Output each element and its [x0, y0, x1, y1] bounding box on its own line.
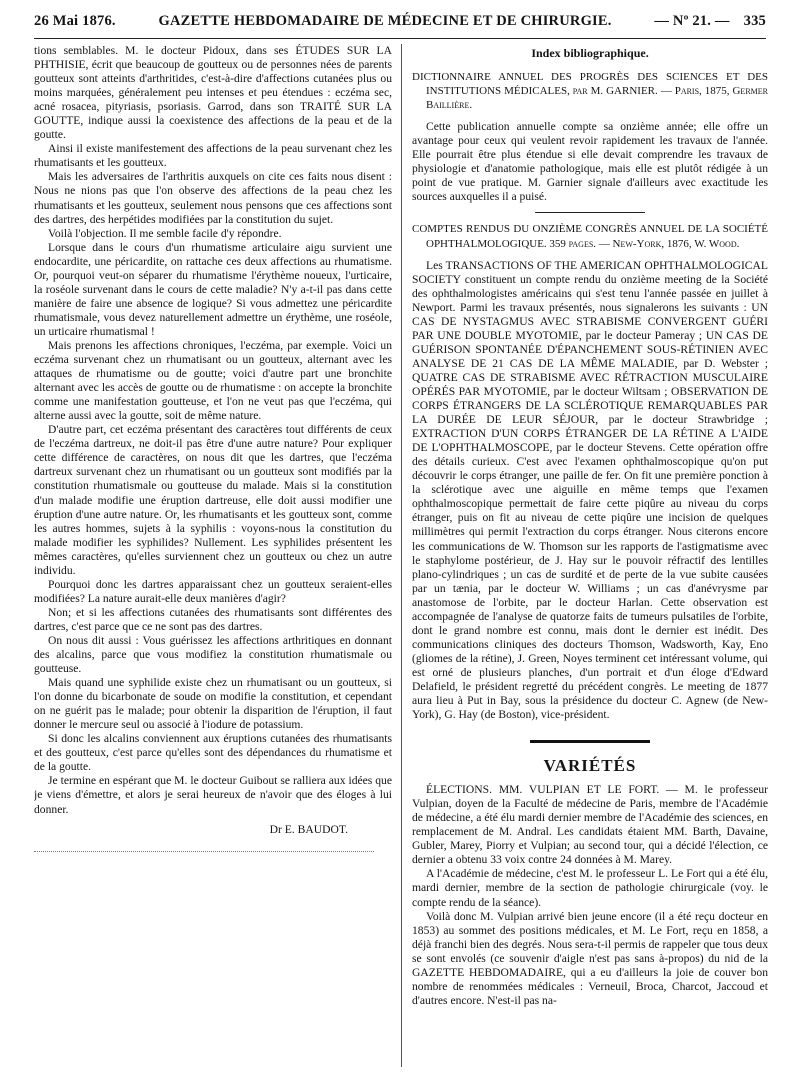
varietes-paragraph: Voilà donc M. Vulpian arrivé bien jeune encore (il a été reçu docteur en 1853) au sommet des positions médicales, et M. Le Fort, reçu en 1858, a déjà franchi bien des degrés. Nous sera-t-il permis de rappeler que tous deux se sont envolés (ce souvenir d'aigle n'est pas sans à-propos) du nid de la GAZETTE HEBDOMADAIRE, qui a eu d'ailleurs la joie de couver bon nombre de renommées médicales : Verneuil, Broca, Charcot, Jaccoud et d'autres encore. N'est-il pas na-	[412, 909, 768, 1007]
left-paragraph: Non; et si les affections cutanées des rhumatisants sont différentes des dartres, c'est parce que ce ne sont pas des dartres.	[34, 605, 392, 633]
left-paragraph: Si donc les alcalins conviennent aux éruptions cutanées des rhumatisants et des goutteux, c'est parce qu'elles sont des dépendances du rhumatisme et de la goutte.	[34, 732, 392, 774]
header-issue: — Nº 21. —	[654, 12, 730, 29]
bibliography-review: Cette publication annuelle compte sa onzième année; elle offre un avantage pour ceux qui veulent revoir rapidement les travaux de l'année. Elle pourrait être plus étendue si elle devait comprendre les travaux de physiologie et d'anatomie pathologique, mais elle est plutôt rédigée à un point de vue pratique. M. Garnier signale d'ailleurs avec exactitude les sources auxquelles il a puisé.	[412, 120, 768, 204]
left-paragraph: Mais prenons les affections chroniques, l'eczéma, par exemple. Voici un eczéma survenant chez un rhumatisant ou un goutteux, alternant avec les attaques de rhumatisme ou de goutte; voici d'autre part une bronchite alternant avec les accès de goutte ou de rhumatisme : on accepte la bronchite comme une manifestation goutteuse, et l'on ne veut pas que l'eczéma, qui alterne aussi avec la goutte, soit de même nature.	[34, 338, 392, 423]
page-header	[34, 4, 766, 39]
left-paragraph: Mais quand une syphilide existe chez un rhumatisant ou un goutteux, si l'on donne du bicarbonate de soude on modifie la constitution, et cependant on ne guérit pas le malade; pour obtenir la disparition de l'éruption, il faut donner le mercure seul ou associé à l'iodure de potassium.	[34, 676, 392, 732]
section-divider	[530, 740, 650, 743]
short-divider	[535, 212, 645, 213]
left-paragraph: Pourquoi donc les dartres apparaissant chez un goutteux seraient-elles modifiées? La nature aurait-elle deux manières d'agir?	[34, 577, 392, 605]
left-paragraph: D'autre part, cet eczéma présentant des caractères tout différents de ceux de l'eczéma dartreux, ne doit-il pas être d'une autre nature? Pour expliquer cette différence de caractères, on nous dit que les dartres, que l'eczéma dartreux survenant chez un rhumatisant ou un goutteux sont modifiés par la constitution rhumatismale ou goutteuse du malade. Mais si la constitution d'un malade modifie une éruption dartreuse, elle doit aussi modifier une éruption d'une autre nature. Or, les rhumatisants et les goutteux sont, comme les autres hommes, sujets à la syphilis : voyons-nous la constitution du malade modifier les syphilides? Nullement. Les syphilides présentent les mêmes caractères, qu'elles surviennent chez un goutteux ou chez un autre individu.	[34, 423, 392, 577]
header-title: GAZETTE HEBDOMADAIRE DE MÉDECINE ET DE CHIRURGIE.	[158, 12, 612, 29]
bottom-dotted-rule	[34, 851, 374, 852]
varietes-title: VARIÉTÉS	[543, 756, 637, 776]
author-signature: Dr E. BAUDOT.	[269, 822, 348, 836]
left-paragraph: On nous dit aussi : Vous guérissez les affections arthritiques en donnant des alcalins, parce que vous modifiez la constitution rhumatismale ou goutteuse.	[34, 633, 392, 676]
header-right	[654, 13, 766, 30]
bibliography-reference: COMPTES RENDUS DU ONZIÈME CONGRÈS ANNUEL DE LA SOCIÉTÉ OPHTHALMOLOGIQUE. 359 pages. — New-York, 1876, W. Wood.	[412, 223, 768, 250]
left-paragraph: tions semblables. M. le docteur Pidoux, dans ses ÉTUDES SUR LA PHTHISIE, écrit que beaucoup de goutteux ou de personnes nées de parents goutteux sont atteints d'arthritides, c'est-à-dire d'affections cutanées plus ou moins marquées, généralement peu intenses et peu étendues : eczéma sec, acné rosacea, pityriasis, psoriasis. Garrod, dans son TRAITÉ SUR LA GOUTTE, indique aussi la coexistence des affections de la peau et de la goutte.	[34, 44, 392, 142]
left-paragraph: Voilà l'objection. Il me semble facile d'y répondre.	[48, 226, 282, 240]
column-divider	[401, 44, 402, 1067]
left-paragraph: Lorsque dans le cours d'un rhumatisme articulaire aigu survient une endocardite, une péricardite, on rattache ces deux affections au rhumatisme. Or, pourquoi veut-on séparer du rhumatisme l'érythème noueux, l'urticaire, la roséole survenant dans le cours de cette maladie? N'y a-t-il pas dans cette manière de faire une absence de logique? Si vous admettez une péricardite rhumatismale, vous devez naturellement admettre un érythème, une roséole, un urticaire rhumatismal !	[34, 240, 392, 338]
bibliography-reference: DICTIONNAIRE ANNUEL DES PROGRÈS DES SCIENCES ET DES INSTITUTIONS MÉDICALES, par M. GARNIER. — Paris, 1875, Germer Baillière.	[412, 71, 768, 112]
left-paragraph: Mais les adversaires de l'arthritis auxquels on cite ces faits nous disent : Nous ne nions pas que l'on observe des affections de la peau chez les rhumatisants et les goutteux, seulement nous pensons que ces affections sont des dartres, des herpétides modifiées par la constitution du sujet.	[34, 170, 392, 226]
varietes-paragraph: ÉLECTIONS. MM. VULPIAN ET LE FORT. — M. le professeur Vulpian, doyen de la Faculté de médecine de Paris, membre de l'Académie de médecine, a été élu mardi dernier membre de l'Académie des sciences, en remplacement de M. Andral. Les candidats étaient MM. Barth, Davaine, Gubler, Marey, Piorry et Vulpian; au second tour, qui a décidé l'élection, ce dernier a obtenu 33 voix contre 24 données à M. Marey.	[412, 783, 768, 867]
left-paragraph: Ainsi il existe manifestement des affections de la peau survenant chez les rhumatisants et les goutteux.	[34, 142, 392, 170]
left-column	[34, 44, 392, 1077]
right-column	[412, 44, 768, 1077]
header-page-number: 335	[743, 12, 766, 29]
bibliography-review: Les TRANSACTIONS OF THE AMERICAN OPHTHALMOLOGICAL SOCIETY constituent un compte rendu du onzième meeting de la Société des ophthalmologistes américains qui s'est tenu l'année passée en juillet à Newport. Parmi les travaux présentés, nous signalerons les suivants : UN CAS DE NYSTAGMUS AVEC STRABISME CONVERGENT GUÉRI PAR UNE DOUBLE MYOTOMIE, par le docteur Pameray ; UN CAS DE GUÉRISON SPONTANÉE D'ÉPANCHEMENT SOUS-RÉTINIEN AVEC ANALYSE DE 21 CAS DE LA MÊME MALADIE, par D. Webster ; QUATRE CAS DE STRABISME AVEC RÉTRACTION MUSCULAIRE OPÉRÉS PAR MYOTOMIE, par le docteur Wiltsam ; OBSERVATION DE CORPS ÉTRANGERS DE LA SCLÉROTIQUE REMARQUABLES PAR LA DURÉE DE LEUR SÉJOUR, par le docteur Strawbridge ; EXTRACTION D'UN CORPS ÉTRANGER DE LA RÉTINE A L'AIDE DE L'OPHTHALMOSCOPE, par le docteur Stevens. Cette opération offre des détails curieux. C'est avec l'examen ophthalmoscopique qu'on put découvrir le corps étranger, une paille de fer. On fit une première ponction à la sclérotique avec une aiguille en même temps que l'examen ophthalmoscopique permettait de faire cette piqûre au niveau du corps étranger, puis on fit au niveau de cette piqûre une incision de quelques millimètres qui permit l'extraction du corps étranger. Nous citerons encore les communications de W. Thomson sur les rapports de l'astigmatisme avec le staphylome postérieur, de J. Hay sur le pouvoir réfractif des lentilles plano-cylindriques ; un cas de surdité et de perte de la vue subite causées par un tænia, par le docteur W. Williams ; un cas d'anévrysme par anastomose de l'orbite, par le docteur Harlan. Cette observation est accompagnée de l'analyse de quatorze faits de tumeurs pulsatiles de l'orbite, dont le grand nombre est connu, mais dont le dernier est inédit. Des communications cliniques des docteurs Thomson, Wadsworth, Kay, Eno (gliomes de la rétine), J. Green, Noyes terminent cet intéressant volume, qui est orné de plusieurs planches, d'un portrait et d'un éloge d'Edward Delafield, le président regretté du précédent congrès. Le meeting de 1877 aura lieu à Put in Bay, sous la présidence du docteur C. Agnew (de New-York), G. Hay (de Boston), vice-président.	[412, 258, 768, 722]
header-date: 26 Mai 1876.	[34, 12, 116, 29]
index-bibliographique-title: Index bibliographique.	[531, 46, 649, 60]
left-paragraph: Je termine en espérant que M. le docteur Guibout se ralliera aux idées que je viens d'émettre, et alors je serai heureux de n'avoir que des éloges à lui donner.	[34, 774, 392, 816]
varietes-paragraph: A l'Académie de médecine, c'est M. le professeur L. Le Fort qui a été élu, mardi dernier, membre de la section de pathologie chirurgicale (voy. le compte rendu de la séance).	[412, 867, 768, 909]
